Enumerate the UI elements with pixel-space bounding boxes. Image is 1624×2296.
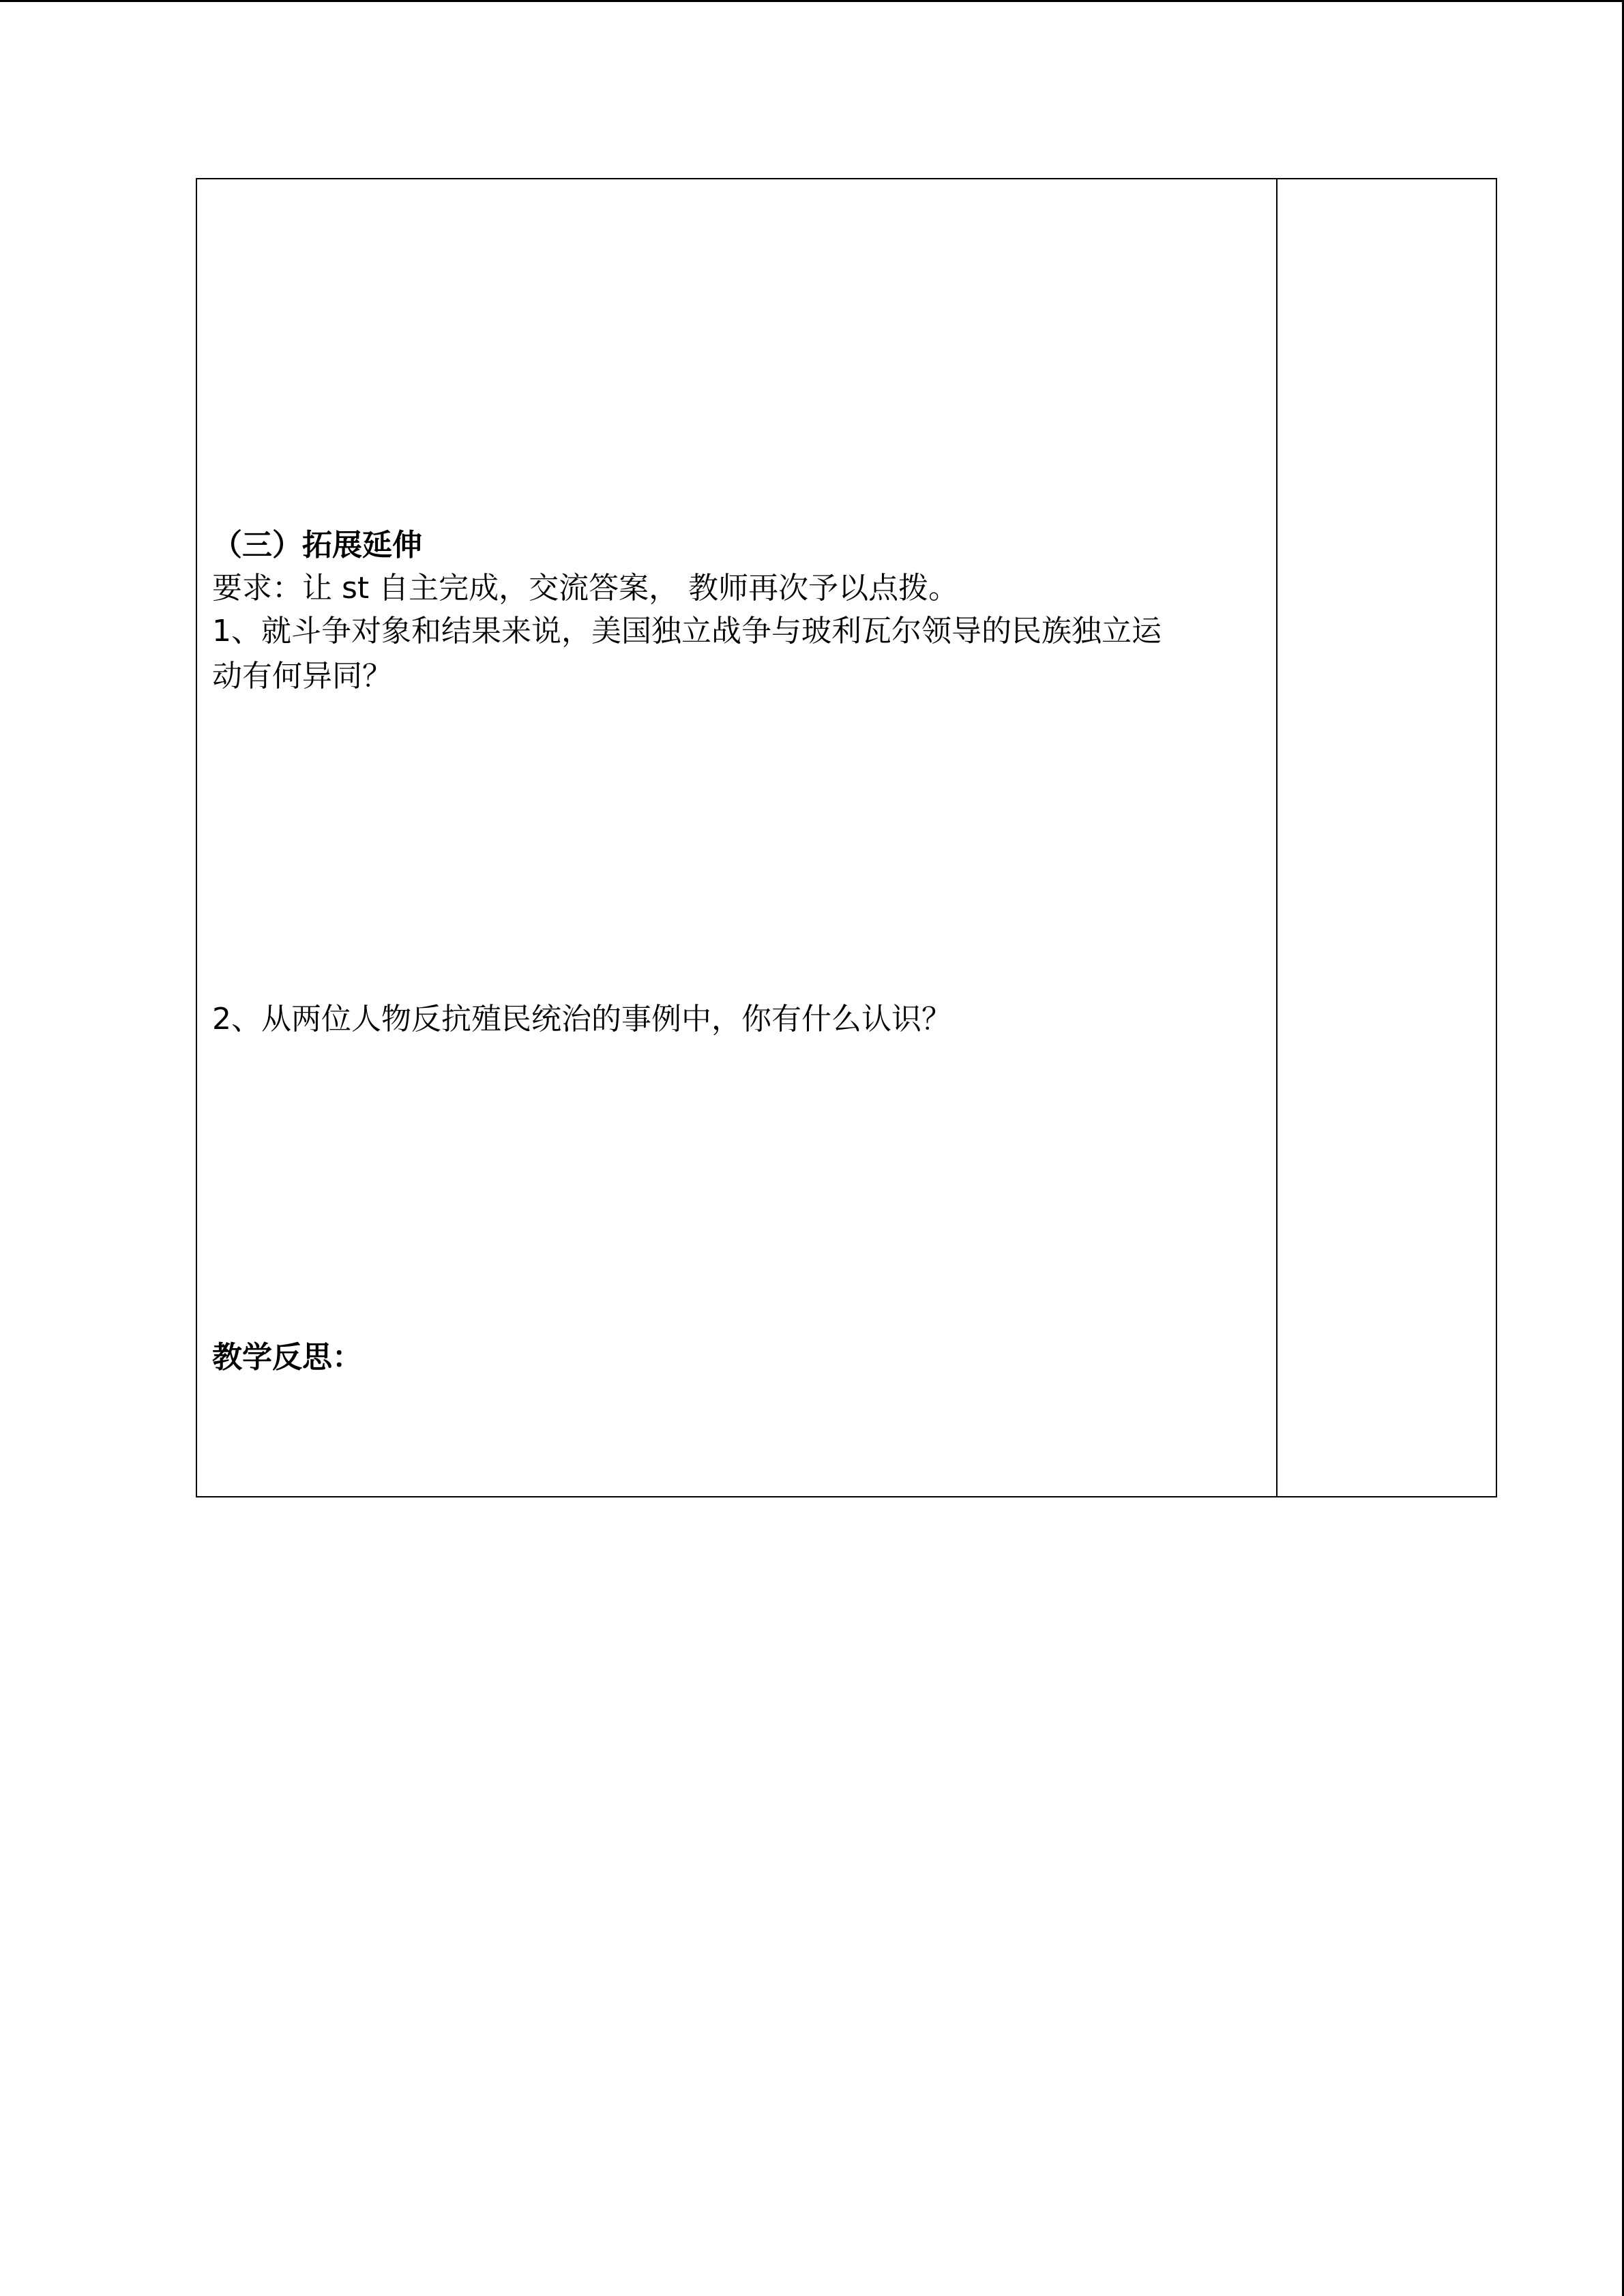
requirement-text: 要求：让 st 自主完成，交流答案， 教师再次予以点拨。 [212,571,959,606]
notes-cell[interactable] [1278,179,1496,1496]
question-1-line-1: 1、就斗争对象和结果来说，美国独立战争与玻利瓦尔领导的民族独立运 [212,614,1162,648]
lesson-table [196,178,1497,1497]
content-cell [197,179,1278,1496]
question-2: 2、从两位人物反抗殖民统治的事例中，你有什么认识？ [212,1002,951,1037]
page-top-border [0,0,1624,2]
section-heading: （三）拓展延伸 [212,528,422,563]
reflection-label: 教学反思： [212,1340,362,1375]
question-1-line-2: 动有何异同？ [212,659,392,694]
